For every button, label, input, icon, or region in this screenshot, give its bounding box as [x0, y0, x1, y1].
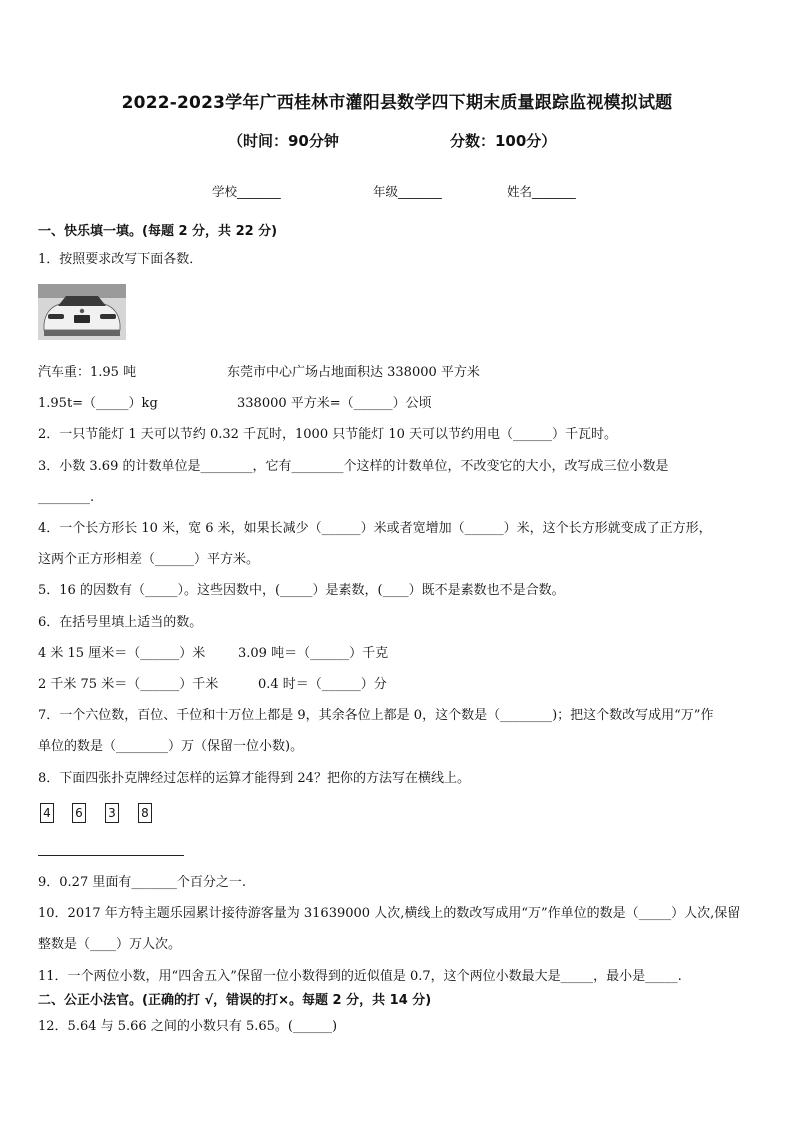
- q1-car-weight: 汽车重：1.95 吨: [38, 365, 137, 380]
- q1-plaza-area: 东莞市中心广场占地面积达 338000 平方米: [227, 365, 480, 380]
- poker-card: 4: [40, 803, 54, 823]
- q6-item-a: 4 米 15 厘米＝（______）米: [38, 646, 206, 661]
- question-11: 11．一个两位小数，用“四舍五入”保留一位小数得到的近似值是 0.7，这个两位小数最大是_____，最小是_____.: [38, 969, 682, 984]
- question-4-line1: 4．一个长方形长 10 米，宽 6 米，如果长减少（______）米或者宽增加（______）米，这个长方形就变成了正方形，: [38, 521, 712, 536]
- page-title: 2022-2023学年广西桂林市灌阳县数学四下期末质量跟踪监视模拟试题: [121, 93, 673, 113]
- poker-card: 6: [72, 803, 86, 823]
- question-10-line2: 整数是（____）万人次。: [38, 937, 182, 952]
- question-12: 12．5.64 与 5.66 之间的小数只有 5.65。(______): [38, 1019, 338, 1034]
- q6-item-b: 3.09 吨＝（______）千克: [238, 646, 389, 661]
- exam-time: （时间：90分钟: [228, 132, 339, 150]
- poker-card: 3: [105, 803, 119, 823]
- question-5: 5．16 的因数有（_____）。这些因数中，(_____）是素数，(____）既不是素数也不是合数。: [38, 583, 565, 598]
- car-photo-icon: [38, 284, 126, 340]
- q8-answer-line[interactable]: [38, 855, 184, 856]
- name-field[interactable]: 姓名_______: [507, 184, 576, 199]
- question-1: 1．按照要求改写下面各数．: [38, 252, 203, 267]
- question-2: 2．一只节能灯 1 天可以节约 0.32 千瓦时，1000 只节能灯 10 天可以节约用电（______）千瓦时。: [38, 427, 618, 442]
- section1-heading: 一、快乐填一填。(每题 2 分，共 22 分): [38, 224, 278, 239]
- school-field[interactable]: 学校_______: [212, 184, 281, 199]
- question-4-line2: 这两个正方形相差（______）平方米。: [38, 552, 260, 567]
- q6-item-d: 0.4 时＝（______）分: [258, 677, 387, 692]
- question-7-line2: 单位的数是（________）万（保留一位小数)。: [38, 739, 304, 754]
- question-6: 6．在括号里填上适当的数。: [38, 615, 203, 630]
- question-9: 9．0.27 里面有_______个百分之一.: [38, 875, 246, 890]
- poker-card: 8: [138, 803, 152, 823]
- question-7-line1: 7．一个六位数，百位、千位和十万位上都是 9，其余各位上都是 0，这个数是（________)；把这个数改写成用“万”作: [38, 708, 714, 723]
- exam-meta: [0, 130, 794, 152]
- question-3-line1: 3．小数 3.69 的计数单位是________，它有________个这样的计数单位，不改变它的大小，改写成三位小数是: [38, 459, 669, 474]
- grade-field[interactable]: 年级_______: [373, 184, 442, 199]
- section2-heading: 二、公正小法官。(正确的打 √，错误的打×。每题 2 分，共 14 分): [38, 993, 432, 1008]
- question-3-line2: ________.: [38, 490, 95, 505]
- question-8: 8．下面四张扑克牌经过怎样的运算才能得到 24？把你的方法写在横线上。: [38, 771, 470, 786]
- question-10-line1: 10．2017 年方特主题乐园累计接待游客量为 31639000 人次,横线上的数改写成用“万”作单位的数是（_____）人次,保留: [38, 906, 741, 921]
- q6-item-c: 2 千米 75 米＝（______）千米: [38, 677, 219, 692]
- exam-score: 分数：100分）: [450, 132, 557, 150]
- q1-conversion-2: 338000 平方米=（______）公顷: [237, 396, 432, 411]
- q1-conversion-1: 1.95t=（_____）kg: [38, 396, 158, 411]
